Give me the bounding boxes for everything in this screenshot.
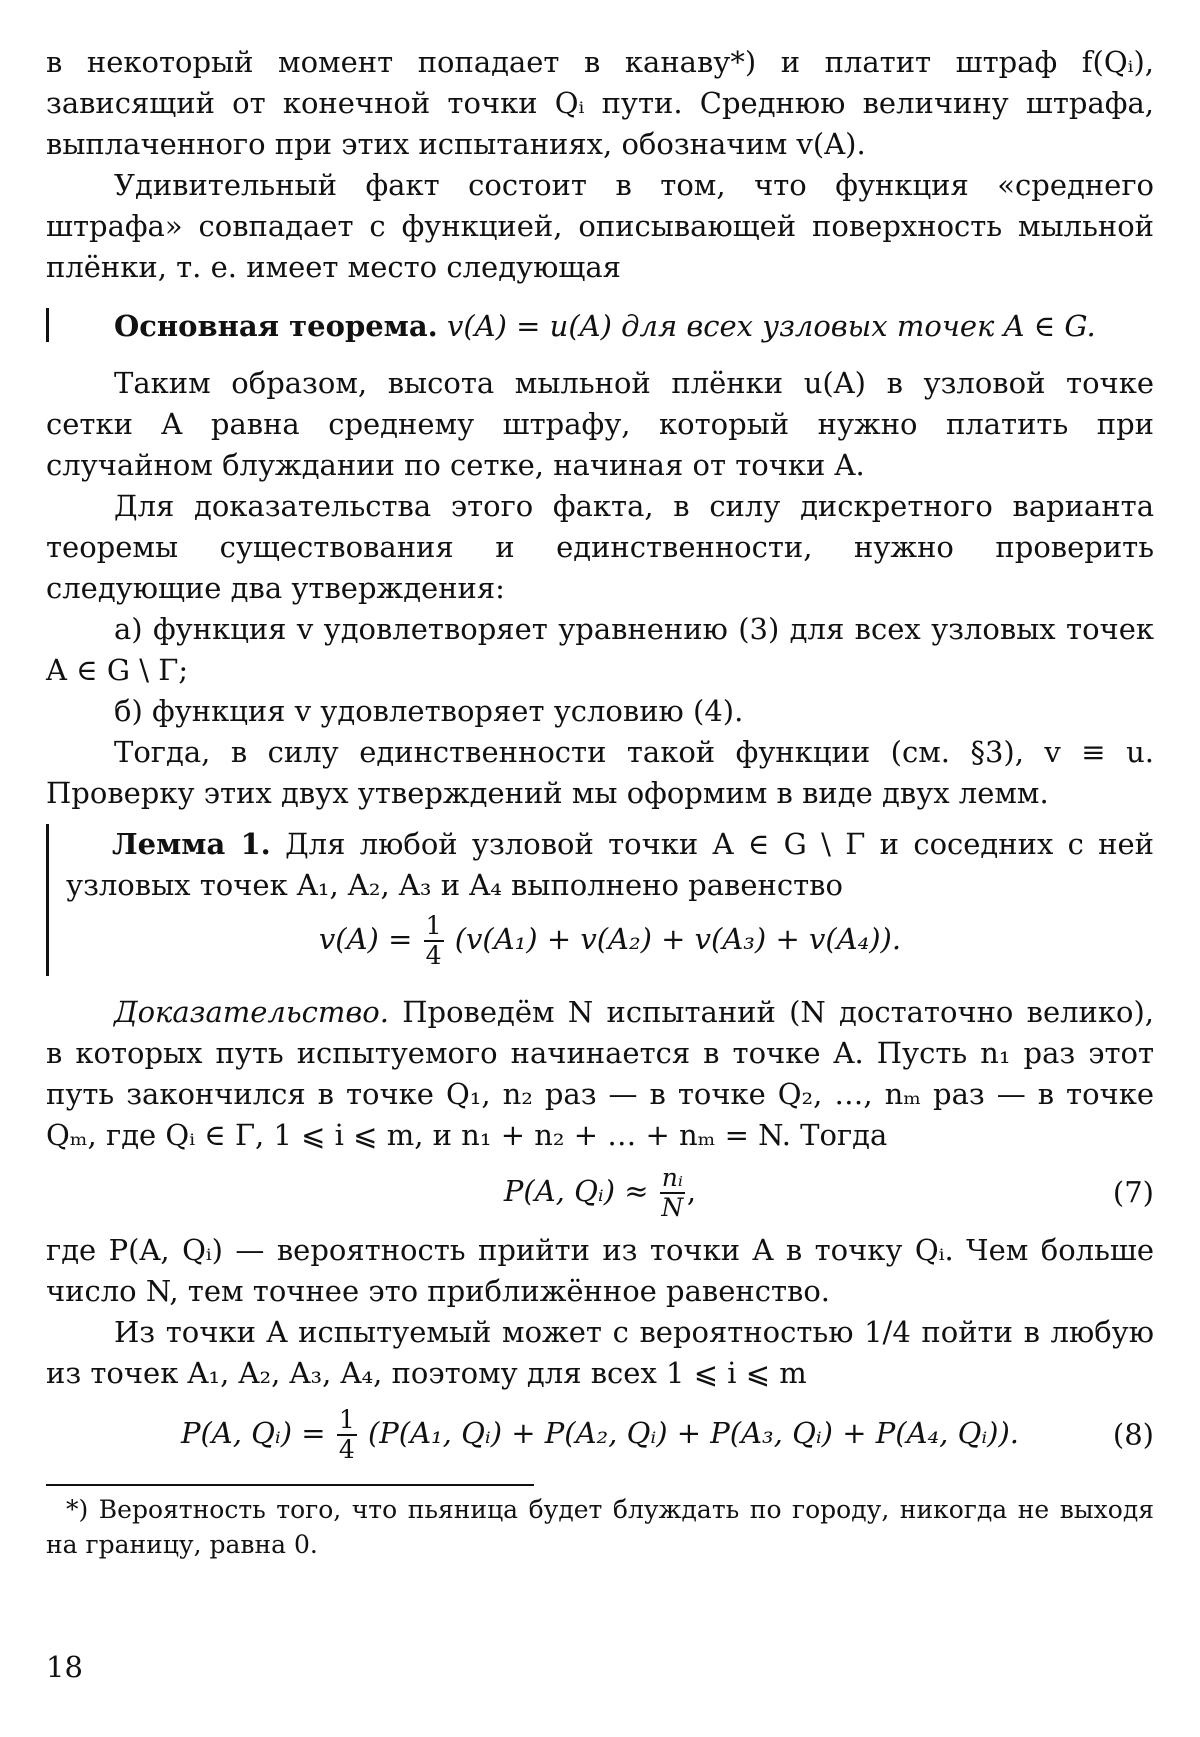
proof-title: Доказательство. bbox=[114, 995, 389, 1029]
theorem-statement: v(A) = u(A) для всех узловых точек A ∈ G. bbox=[446, 309, 1096, 343]
lemma-title: Лемма 1. bbox=[112, 827, 271, 861]
lemma-statement: Для любой узловой точки A ∈ G \ Γ и соседних с ней узловых точек A₁, A₂, A₃ и A₄ выполнено равенство bbox=[66, 827, 1155, 902]
paragraph-continuation: в некоторый момент попадает в канаву*) и платит штраф f(Qᵢ), зависящий от конечной точки Qᵢ пути. Среднюю величину штрафа, выплаченного при этих испытаниях, обозначим v(A). bbox=[46, 45, 1154, 161]
equation-8-label: (8) bbox=[1112, 1417, 1154, 1452]
proof-paragraph bbox=[46, 992, 1154, 1156]
equation-7: P(A, Qᵢ) ≈ $\frac{\text{nᵢ}}{N}$ , (7) bbox=[503, 1163, 1154, 1222]
theorem-title: Основная теорема. bbox=[114, 309, 438, 343]
fraction-one-quarter: $\frac{1}{4}$ bbox=[425, 911, 442, 970]
equation-8: P(A, Qᵢ) = $\frac{1}{4}$ (P(A₁, Qᵢ) + P(A₂, Qᵢ) + P(A₃, Qᵢ) + P(A₄, Qᵢ)). (8) bbox=[180, 1405, 1154, 1464]
page-number: 18 bbox=[46, 1650, 83, 1684]
paragraph-probability-definition: где P(A, Qᵢ) — вероятность прийти из точки A в точку Qᵢ. Чем больше число N, тем точнее это приближённое равенство. bbox=[46, 1233, 1154, 1308]
paragraph-surprising-fact: Удивительный факт состоит в том, что функция «среднего штрафа» совпадает с функцией, описывающей поверхность мыльной плёнки, т. е. имеет место следующая bbox=[46, 168, 1154, 284]
fraction-ni-over-n: $\frac{\text{nᵢ}}{N}$ bbox=[661, 1163, 684, 1222]
item-b: б) функция v удовлетворяет условию (4). bbox=[114, 694, 744, 728]
paragraph-proof-plan: Для доказательства этого факта, в силу дискретного варианта теоремы существования и единственности, нужно проверить следующие два утверждения: bbox=[46, 489, 1154, 605]
page-body bbox=[46, 42, 1154, 1562]
lemma-margin-bar bbox=[46, 824, 49, 976]
paragraph-uniqueness: Тогда, в силу единственности такой функции (см. §3), v ≡ u. Проверку этих двух утверждений мы оформим в виде двух лемм. bbox=[46, 735, 1154, 810]
paragraph-random-step: Из точки A испытуемый может с вероятностью 1/4 пойти в любую из точек A₁, A₂, A₃, A₄, поэтому для всех 1 ⩽ i ⩽ m bbox=[46, 1315, 1154, 1390]
lemma-1-block bbox=[46, 824, 1154, 970]
lemma-equation: v(A) = $\frac{1}{4}$ (v(A₁) + v(A₂) + v(A₃) + v(A₄)). bbox=[318, 911, 902, 970]
footnote: *) Вероятность того, что пьяница будет блуждать по городу, никогда не выходя на границу, равна 0. bbox=[46, 1495, 1154, 1559]
paragraph-interpretation: Таким образом, высота мыльной плёнки u(A) в узловой точке сетки A равна среднему штрафу, который нужно платить при случайном блуждании по сетке, начиная от точки A. bbox=[46, 366, 1154, 482]
footnote-rule bbox=[46, 1484, 534, 1486]
equation-7-label: (7) bbox=[1112, 1175, 1154, 1210]
theorem-margin-bar bbox=[46, 308, 49, 342]
item-a: а) функция v удовлетворяет уравнению (3) для всех узловых точек A ∈ G \ Γ; bbox=[46, 612, 1154, 687]
fraction-one-quarter-eq8: $\frac{1}{4}$ bbox=[338, 1405, 355, 1464]
main-theorem-block bbox=[46, 306, 1154, 347]
proof-text: Проведём N испытаний (N достаточно велико), в которых путь испытуемого начинается в точке A. Пусть n₁ раз этот путь закончился в точке Q₁, n₂ раз — в точке Q₂, …, nₘ раз — в точке Qₘ, где Qᵢ ∈ Γ, 1 ⩽ i ⩽ m, и n₁ + n₂ + … + nₘ = N. Тогда bbox=[46, 995, 1154, 1152]
